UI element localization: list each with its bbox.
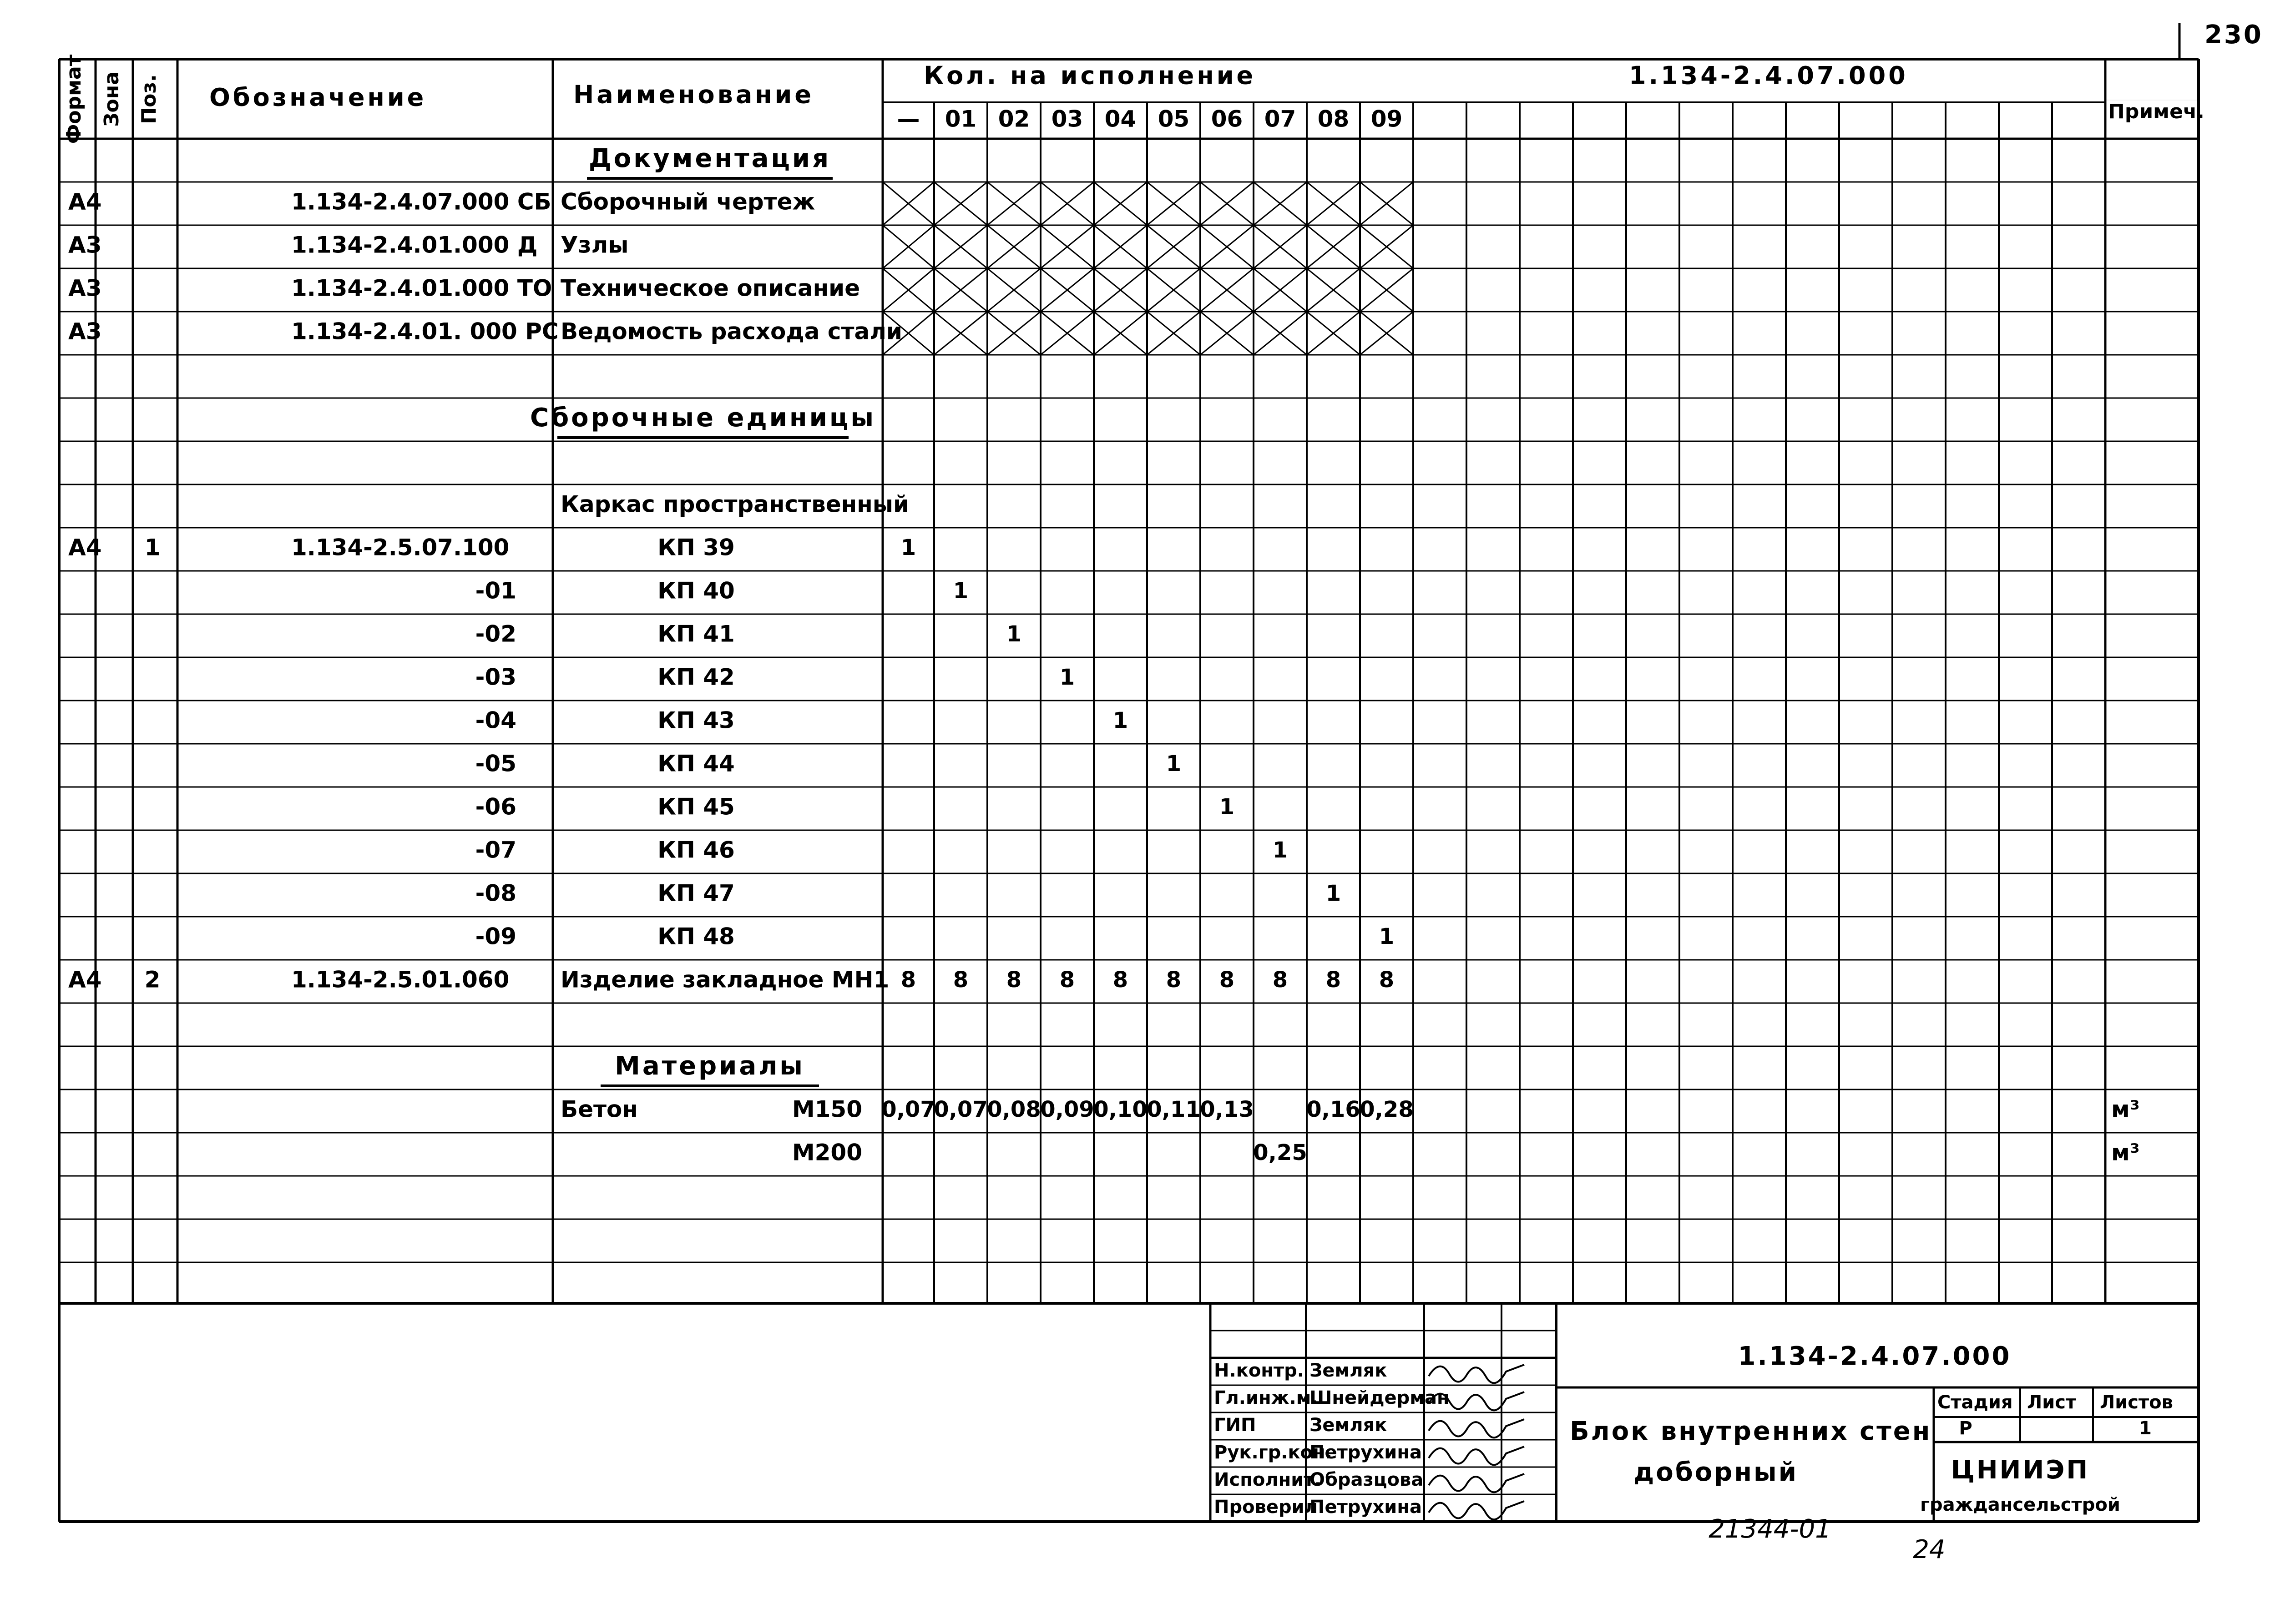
page-number: 24 bbox=[1913, 1535, 1946, 1565]
row-designation: 1.134-2.4.01.000 Д bbox=[291, 232, 538, 258]
row-note: м³ bbox=[2111, 1096, 2140, 1123]
qty-value: 0,08 bbox=[987, 1097, 1041, 1122]
qty-value: 8 bbox=[953, 967, 969, 993]
row-name: КП 46 bbox=[657, 837, 735, 863]
table-text bbox=[62, 20, 2263, 1564]
qty-value: 0,10 bbox=[1093, 1097, 1148, 1122]
row-designation: -02 bbox=[475, 620, 516, 647]
row-name: КП 44 bbox=[657, 750, 735, 777]
header-note: Примеч. bbox=[2108, 100, 2204, 123]
row-designation: -09 bbox=[475, 923, 516, 950]
row-name: Изделие закладное МН1 bbox=[561, 966, 890, 993]
qty-value: 8 bbox=[1112, 967, 1128, 993]
row-format: А3 bbox=[68, 275, 102, 302]
qty-value: 0,13 bbox=[1200, 1097, 1254, 1122]
tb-title-2: доборный bbox=[1633, 1458, 1798, 1488]
row-format: А3 bbox=[68, 318, 102, 345]
qty-value: 0,11 bbox=[1147, 1097, 1201, 1122]
qty-value: 8 bbox=[1272, 967, 1288, 993]
row-name: Ведомость расхода стали bbox=[561, 318, 902, 345]
row-format: А4 bbox=[68, 966, 102, 993]
qty-value: 1 bbox=[900, 535, 916, 560]
qty-value: 8 bbox=[1325, 967, 1341, 993]
qty-value: 0,07 bbox=[934, 1097, 988, 1122]
qty-value: 1 bbox=[1219, 794, 1235, 820]
signature-scribble bbox=[1429, 1474, 1524, 1492]
tb-title-1: Блок внутренних стен bbox=[1570, 1417, 1932, 1447]
archive-number: 21344-01 bbox=[1709, 1514, 1831, 1544]
signature-scribble bbox=[1429, 1365, 1524, 1383]
qty-value: 0,07 bbox=[881, 1097, 935, 1122]
tb-sign-role: Н.контр. bbox=[1214, 1360, 1304, 1381]
tb-sign-role: Гл.инж.м. bbox=[1214, 1387, 1318, 1408]
row-designation: 1.134-2.5.07.100 bbox=[291, 534, 510, 561]
tb-stage: Р bbox=[1959, 1418, 1972, 1439]
qty-value: 1 bbox=[1379, 924, 1395, 949]
qty-value: 0,09 bbox=[1040, 1097, 1094, 1122]
row-designation: -03 bbox=[475, 664, 516, 691]
row-pos: 2 bbox=[144, 966, 161, 993]
row-designation: -06 bbox=[475, 793, 516, 820]
tb-sign-name: Земляк bbox=[1309, 1360, 1387, 1381]
row-name: КП 39 bbox=[657, 534, 735, 561]
tb-org-1: ЦНИИЭП bbox=[1951, 1455, 2090, 1485]
qty-value: 1 bbox=[1272, 837, 1288, 863]
signature-scribble bbox=[1429, 1419, 1524, 1437]
tb-sign-name: Образцова bbox=[1309, 1469, 1424, 1490]
header-pos: Поз. bbox=[137, 74, 161, 124]
qty-value: 1 bbox=[953, 578, 969, 604]
row-format: А4 bbox=[68, 188, 102, 215]
qty-value: 8 bbox=[900, 967, 916, 993]
qty-value: 1 bbox=[1059, 665, 1075, 690]
row-designation: 1.134-2.4.07.000 СБ bbox=[291, 188, 551, 215]
tb-sign-name: Петрухина bbox=[1309, 1497, 1422, 1518]
tb-sign-name: Шнейдерман bbox=[1309, 1387, 1450, 1408]
row-designation: 1.134-2.4.01.000 ТО bbox=[291, 275, 552, 302]
row-name: КП 40 bbox=[657, 577, 735, 604]
row-name: КП 41 bbox=[657, 620, 735, 647]
qty-value: 1 bbox=[1006, 621, 1022, 647]
row-name: Техническое описание bbox=[561, 275, 860, 302]
row-name: Сборочный чертеж bbox=[561, 188, 815, 215]
header-format: Формат bbox=[62, 54, 86, 144]
tb-sheet-label: Лист bbox=[2027, 1392, 2077, 1413]
qty-value: 1 bbox=[1325, 881, 1341, 906]
row-name: Каркас пространственный bbox=[561, 491, 910, 518]
tb-sign-name: Земляк bbox=[1309, 1415, 1387, 1436]
row-name: Бетон bbox=[561, 1096, 638, 1123]
signature-scribble bbox=[1429, 1501, 1524, 1519]
tb-sign-name: Петрухина bbox=[1309, 1442, 1422, 1463]
header-qty-title: Кол. на исполнение bbox=[924, 61, 1256, 90]
row-grade: М150 bbox=[792, 1096, 862, 1123]
qty-value: 8 bbox=[1059, 967, 1075, 993]
row-name: КП 45 bbox=[657, 793, 735, 820]
sheet-number: 230 bbox=[2204, 20, 2263, 50]
variant-header: 06 bbox=[1211, 106, 1243, 132]
row-designation: -01 bbox=[475, 577, 516, 604]
header-name: Наименование bbox=[573, 80, 814, 109]
tb-sheets: 1 bbox=[2139, 1418, 2152, 1439]
tb-stage-label: Стадия bbox=[1937, 1392, 2013, 1413]
tb-doc-code: 1.134-2.4.07.000 bbox=[1738, 1342, 2012, 1372]
tb-sign-role: Исполнит. bbox=[1214, 1469, 1321, 1490]
tb-org-2: граждансельстрой bbox=[1920, 1494, 2120, 1515]
variant-header: 05 bbox=[1158, 106, 1190, 132]
variant-header: 08 bbox=[1317, 106, 1350, 132]
row-format: А3 bbox=[68, 232, 102, 258]
row-designation: -07 bbox=[475, 837, 516, 863]
row-format: А4 bbox=[68, 534, 102, 561]
variant-header: 07 bbox=[1264, 106, 1296, 132]
row-designation: 1.134-2.5.01.060 bbox=[291, 966, 510, 993]
variant-header: 09 bbox=[1370, 106, 1403, 132]
variant-header: 04 bbox=[1104, 106, 1137, 132]
qty-value: 0,16 bbox=[1306, 1097, 1360, 1122]
qty-value: 1 bbox=[1166, 751, 1182, 777]
tb-sheets-label: Листов bbox=[2100, 1392, 2173, 1413]
qty-value: 8 bbox=[1166, 967, 1182, 993]
qty-value: 8 bbox=[1006, 967, 1022, 993]
variant-header: 03 bbox=[1051, 106, 1083, 132]
row-name: КП 43 bbox=[657, 707, 735, 734]
variant-header: 02 bbox=[998, 106, 1030, 132]
qty-value: 0,28 bbox=[1360, 1097, 1414, 1122]
row-pos: 1 bbox=[144, 534, 161, 561]
section-title: Документация bbox=[588, 144, 831, 174]
tb-sign-role: Проверил bbox=[1214, 1497, 1318, 1518]
variant-header: 01 bbox=[945, 106, 977, 132]
row-name: КП 47 bbox=[657, 880, 735, 907]
qty-value: 0,25 bbox=[1253, 1140, 1307, 1165]
tb-sign-role: ГИП bbox=[1214, 1415, 1256, 1436]
tb-sign-role: Рук.гр.кон. bbox=[1214, 1442, 1332, 1463]
row-designation: -08 bbox=[475, 880, 516, 907]
row-name: КП 42 bbox=[657, 664, 735, 691]
section-title: Материалы bbox=[615, 1051, 805, 1081]
header-doc-code: 1.134-2.4.07.000 bbox=[1629, 61, 1908, 90]
header-designation: Обозначение bbox=[209, 83, 427, 112]
qty-value: 1 bbox=[1112, 708, 1128, 733]
section-title: Сборочные единицы bbox=[530, 403, 876, 433]
row-grade: М200 bbox=[792, 1139, 862, 1166]
variant-header: — bbox=[897, 106, 920, 132]
row-designation: 1.134-2.4.01. 000 РС bbox=[291, 318, 559, 345]
header-zone: Зона bbox=[100, 71, 123, 127]
row-name: КП 48 bbox=[657, 923, 735, 950]
row-designation: -04 bbox=[475, 707, 516, 734]
signature-scribble bbox=[1429, 1447, 1524, 1465]
row-name: Узлы bbox=[561, 232, 629, 258]
row-designation: -05 bbox=[475, 750, 516, 777]
row-note: м³ bbox=[2111, 1139, 2140, 1166]
qty-value: 8 bbox=[1379, 967, 1395, 993]
qty-value: 8 bbox=[1219, 967, 1235, 993]
